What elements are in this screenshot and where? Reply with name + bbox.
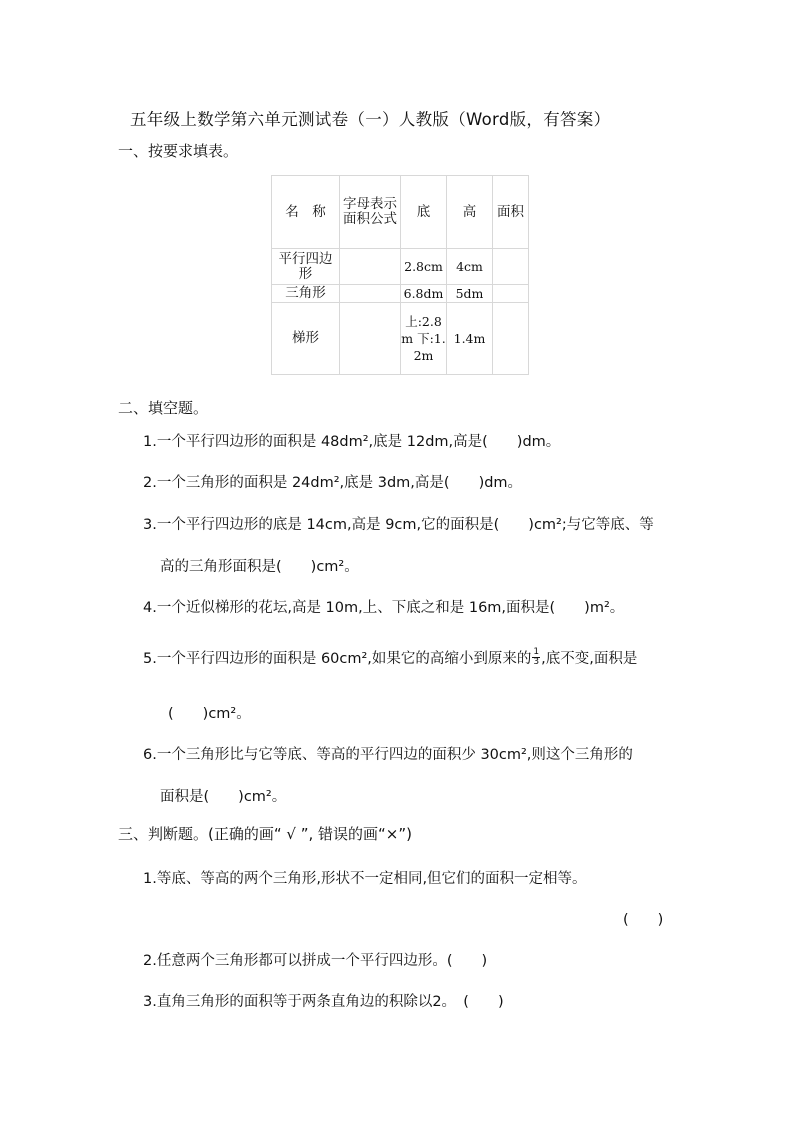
table-row xyxy=(272,249,529,285)
fill-question-5-text-end: ,底不变,面积是 xyxy=(541,651,638,667)
row-base: 6.8dm xyxy=(401,285,447,303)
fraction-one-third xyxy=(532,648,540,667)
row-height: 5dm xyxy=(447,285,493,303)
row-area-cell[interactable] xyxy=(493,303,529,375)
table-row xyxy=(272,285,529,303)
fill-question-5-text: 5.一个平行四边形的面积是 60cm²,如果它的高缩小到原来的 xyxy=(143,651,532,667)
header-formula: 字母表示面积公式 xyxy=(340,176,401,249)
table-row xyxy=(272,303,529,375)
fraction-denominator: 3 xyxy=(533,656,540,667)
row-name: 梯形 xyxy=(272,303,340,375)
header-name: 名 称 xyxy=(272,176,340,249)
header-height: 高 xyxy=(447,176,493,249)
row-area-cell[interactable] xyxy=(493,285,529,303)
fill-question-6-continued: 面积是( )cm²。 xyxy=(160,789,287,805)
row-formula-cell[interactable] xyxy=(340,249,401,285)
row-formula-cell[interactable] xyxy=(340,285,401,303)
row-area-cell[interactable] xyxy=(493,249,529,285)
row-name: 平行四边形 xyxy=(272,249,340,285)
row-base: 上:2.8m 下:1.2m xyxy=(401,303,447,375)
row-height: 4cm xyxy=(447,249,493,285)
judge-question-1: 1.等底、等高的两个三角形,形状不一定相同,但它们的面积一定相等。 xyxy=(143,871,587,887)
row-height: 1.4m xyxy=(447,303,493,375)
fill-question-4: 4.一个近似梯形的花坛,高是 10m,上、下底之和是 16m,面积是( )m²。 xyxy=(143,600,625,616)
header-area: 面积 xyxy=(493,176,529,249)
table-header-row xyxy=(272,176,529,249)
fill-question-3-continued: 高的三角形面积是( )cm²。 xyxy=(160,559,359,575)
fraction-numerator: 1 xyxy=(533,646,540,657)
fill-question-5-continued: ( )cm²。 xyxy=(168,706,251,722)
fill-question-1: 1.一个平行四边形的面积是 48dm²,底是 12dm,高是( )dm。 xyxy=(143,434,561,450)
row-base: 2.8cm xyxy=(401,249,447,285)
fill-question-5 xyxy=(143,647,637,669)
row-formula-cell[interactable] xyxy=(340,303,401,375)
judge-question-3: 3.直角三角形的面积等于两条直角边的积除以2。 ( ) xyxy=(143,994,504,1010)
judge-question-2: 2.任意两个三角形都可以拼成一个平行四边形。( ) xyxy=(143,953,488,969)
fill-question-2: 2.一个三角形的面积是 24dm²,底是 3dm,高是( )dm。 xyxy=(143,475,523,491)
page-title: 五年级上数学第六单元测试卷（一）人教版（Word版，有答案） xyxy=(130,110,611,129)
row-name: 三角形 xyxy=(272,285,340,303)
judge-question-1-answer: ( ) xyxy=(623,912,664,928)
section-3-heading: 三、判断题。(正确的画“ √ ”, 错误的画“×”) xyxy=(118,825,412,843)
section-2-heading: 二、填空题。 xyxy=(118,399,209,417)
fill-question-6: 6.一个三角形比与它等底、等高的平行四边的面积少 30cm²,则这个三角形的 xyxy=(143,747,633,763)
header-base: 底 xyxy=(401,176,447,249)
fill-in-table xyxy=(271,175,529,375)
fill-question-3: 3.一个平行四边形的底是 14cm,高是 9cm,它的面积是( )cm²;与它等底、等 xyxy=(143,517,654,533)
section-1-heading: 一、按要求填表。 xyxy=(118,142,239,160)
